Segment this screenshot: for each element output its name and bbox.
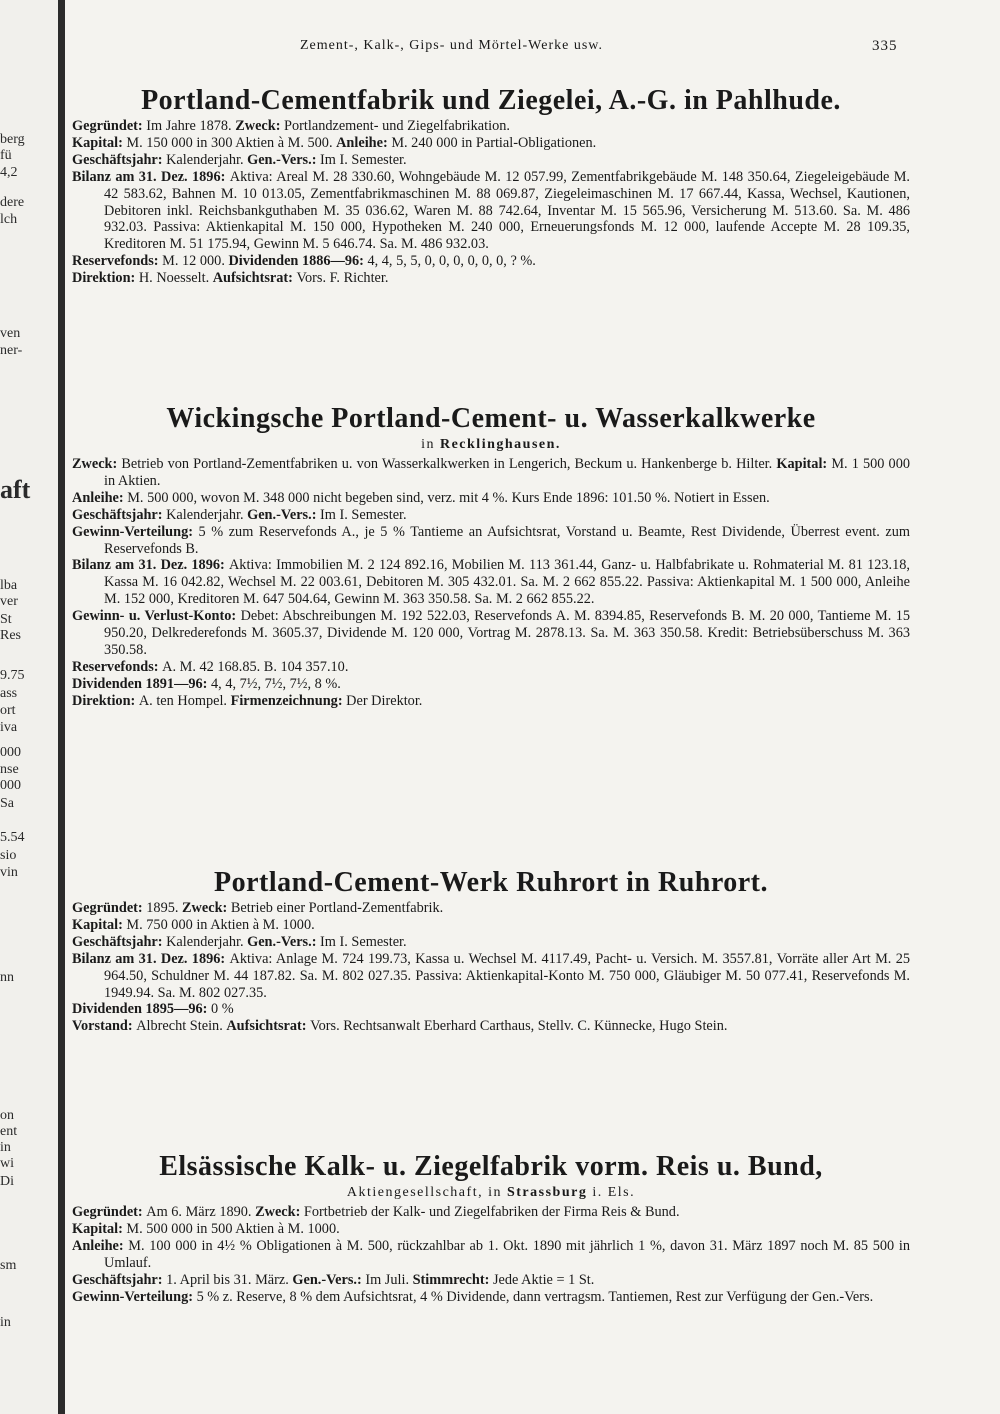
field-text: Vors. F. Richter. <box>296 270 389 287</box>
entry-paragraph <box>72 524 910 558</box>
field-text: M. 500 000 in 500 Aktien à M. 1000. <box>126 1220 340 1237</box>
field-text: Im I. Semester. <box>320 151 407 168</box>
entry-paragraph <box>72 608 910 659</box>
field-label: Gen.-Vers.: <box>292 1271 366 1288</box>
subtitle-prefix: in <box>421 437 440 452</box>
adjacent-page-fragment: in <box>0 1140 11 1155</box>
section-title: Portland-Cement-Werk Ruhrort in Ruhrort. <box>213 867 769 898</box>
adjacent-page-fragment: St <box>0 612 12 627</box>
field-text: Debet: Abschreibungen M. 192 522.03, Reservefonds A. M. 8394.85, Reservefonds B. M. 20 000, Tantieme M. 15 950.20, Delkrederefonds M. 3605.37, Dividende M. 120 000, Vortrag M. 2878.13. Sa. M. 363 350.58. Kredit: Betriebsüberschuss M. 363 350.58. <box>104 608 910 658</box>
field-label: Aufsichtsrat: <box>212 270 297 287</box>
adjacent-page-fragment: Di <box>0 1174 14 1189</box>
section-subtitle <box>72 436 910 454</box>
field-text: Im Juli. <box>365 1271 413 1288</box>
entry-paragraph <box>72 135 910 152</box>
adjacent-page-fragment: ner- <box>0 343 23 358</box>
field-text: A. ten Hompel. <box>138 692 231 709</box>
adjacent-page-fragment: lch <box>0 212 18 227</box>
adjacent-page-fragment: sm <box>0 1258 17 1273</box>
adjacent-page-fragment: nn <box>0 970 14 985</box>
field-label: Anleihe: <box>72 489 128 506</box>
entry-paragraph <box>72 270 910 287</box>
adjacent-page-fragment: 5.54 <box>0 830 25 845</box>
section-elsaessische <box>72 1150 910 1305</box>
adjacent-page-fragment: sio <box>0 848 17 863</box>
field-label: Zweck: <box>182 900 231 916</box>
section-title: Portland-Cementfabrik und Ziegelei, A.-G. in Pahlhude. <box>141 85 841 116</box>
entry-paragraph <box>72 934 910 951</box>
entry-paragraph <box>72 118 910 135</box>
field-text: 0 % <box>211 1001 234 1018</box>
field-label: Zweck: <box>235 118 285 134</box>
field-label: Gegründet: <box>72 1204 147 1220</box>
field-label: Gen.-Vers.: <box>247 933 321 950</box>
field-label: Kapital: <box>72 916 127 933</box>
entry-paragraph <box>72 253 910 270</box>
field-label: Bilanz am 31. Dez. 1896: <box>72 168 230 185</box>
field-label: Gen.-Vers.: <box>247 151 321 168</box>
field-text: Aktiva: Anlage M. 724 199.73, Kassa u. Wechsel M. 4117.49, Pacht- u. Versich. M. 3557.81, Vorräte aller Art M. 25 964.50, Schuldner M. 44 187.82. Sa. M. 802 027.35. Passiva: Aktienkapital-Konto M. 750 000, Gläubiger M. 50 077.41, Reservefonds M. 1949.94. Sa. M. 802 027.35. <box>104 950 910 1001</box>
field-text: Im I. Semester. <box>320 506 407 523</box>
section-wickingsche <box>72 402 910 710</box>
field-text: Jede Aktie = 1 St. <box>492 1271 595 1288</box>
adjacent-page-fragment: Res <box>0 628 21 643</box>
field-label: Gegründet: <box>72 900 147 916</box>
adjacent-page-fragment: Sa <box>0 796 14 811</box>
field-label: Direktion: <box>72 692 139 709</box>
adjacent-page-fragment: wi <box>0 1156 14 1171</box>
adjacent-page-fragment: fü <box>0 148 12 163</box>
field-text: A. M. 42 168.85. B. 104 357.10. <box>162 658 349 675</box>
field-label: Zweck: <box>255 1204 304 1220</box>
field-text: 5 % z. Reserve, 8 % dem Aufsichtsrat, 4 % Dividende, dann vertragsm. Tantiemen, Rest zur Verfügung der Gen.-Vers. <box>196 1288 874 1305</box>
field-label: Gewinn- u. Verlust-Konto: <box>72 608 241 625</box>
page-number: 335 <box>872 38 898 54</box>
field-label: Firmenzeichnung: <box>230 692 347 709</box>
field-text: Im I. Semester. <box>320 933 407 950</box>
field-label: Gegründet: <box>72 118 147 134</box>
field-label: Dividenden 1886—96: <box>228 253 368 270</box>
field-text: 5 % zum Reservefonds A., je 5 % Tantieme an Aufsichtsrat, Vorstand u. Beamte, Rest Dividende, Überrest event. zum Reservefonds B. <box>104 523 910 557</box>
entry-paragraph <box>72 900 910 917</box>
field-text: M. 240 000 in Partial-Obligationen. <box>391 134 597 151</box>
section-portland-pahlhude <box>72 84 910 287</box>
entry-paragraph <box>72 1001 910 1018</box>
adjacent-page-fragment: berg <box>0 132 25 147</box>
section-subtitle <box>72 1184 910 1202</box>
entry-paragraph <box>72 152 910 169</box>
adjacent-page-fragment: ent <box>0 1124 18 1139</box>
entry-paragraph <box>72 490 910 507</box>
field-label: Geschäftsjahr: <box>72 1271 167 1288</box>
field-text: 4, 4, 7½, 7½, 7½, 8 %. <box>211 675 341 692</box>
field-text: Der Direktor. <box>346 692 423 709</box>
field-text: M. 1 500 000 in Aktien. <box>104 456 910 489</box>
field-text: Albrecht Stein. <box>136 1018 227 1035</box>
adjacent-page-fragment: on <box>0 1108 14 1123</box>
section-body <box>72 900 910 1035</box>
field-label: Kapital: <box>72 134 127 151</box>
field-text: Aktiva: Areal M. 28 330.60, Wohngebäude M. 12 057.99, Zementfabrikgebäude M. 148 350.64, Ziegeleigebäude M. 42 583.62, Bahnen M. 10 013.05, Zementfabrikmaschinen M. 88 069.87, Ziegeleimaschinen M. 17 667.44, Kassa, Wechsel, Kautionen, Debitoren inkl. Reichsbankguthaben M. 35 036.62, Waren M. 88 742.64, Inventar M. 15 565.96, Versicherung M. 513.60. Sa. M. 486 932.03. Passiva: Aktienkapital M. 150 000, Hypotheken M. 240 000, Erneuerungsfonds M. 12 000, laufende Accepte M. 28 109.35, Kreditoren M. 51 175.94, Gewinn M. 5 646.74. Sa. M. 486 932.03. <box>104 168 911 253</box>
section-ruhrort <box>72 866 910 1035</box>
adjacent-page-fragment: ort <box>0 703 16 718</box>
section-body <box>72 1204 910 1305</box>
field-text: H. Noesselt. <box>138 270 213 287</box>
field-text: M. 500 000, wovon M. 348 000 nicht begeben sind, verz. mit 4 %. Kurs Ende 1896: 101.50 %. Notiert in Essen. <box>127 489 770 506</box>
field-label: Reservefonds: <box>72 253 163 270</box>
section-body <box>72 118 910 287</box>
adjacent-page-fragment: lba <box>0 578 18 593</box>
section-body <box>72 456 910 710</box>
field-text: Kalenderjahr. <box>166 506 248 523</box>
subtitle-suffix: i. Els. <box>587 1185 636 1200</box>
entry-paragraph <box>72 1018 910 1035</box>
adjacent-page-fragment: ass <box>0 686 18 701</box>
field-label: Gewinn-Verteilung: <box>72 523 199 540</box>
adjacent-page-fragment: 9.75 <box>0 668 25 683</box>
field-label: Gen.-Vers.: <box>247 506 321 523</box>
field-label: Geschäftsjahr: <box>72 506 167 523</box>
entry-paragraph <box>72 456 910 490</box>
field-text: Portlandzement- und Ziegelfabrikation. <box>284 118 510 134</box>
field-label: Reservefonds: <box>72 658 163 675</box>
section-title: Wickingsche Portland-Cement- u. Wasserkalkwerke <box>166 403 816 434</box>
field-text: Betrieb von Portland-Zementfabriken u. von Wasserkalkwerken in Lengerich, Beckum u. Hankenberge b. Hilter. <box>121 456 777 472</box>
entry-paragraph <box>72 917 910 934</box>
entry-paragraph <box>72 1272 910 1289</box>
field-label: Aufsichtsrat: <box>226 1018 311 1035</box>
field-label: Geschäftsjahr: <box>72 151 167 168</box>
field-label: Bilanz am 31. Dez. 1896: <box>72 950 230 967</box>
entry-paragraph <box>72 1289 910 1306</box>
entry-paragraph <box>72 676 910 693</box>
field-label: Dividenden 1895—96: <box>72 1001 212 1018</box>
adjacent-page-fragment: 4,2 <box>0 165 18 180</box>
adjacent-page-fragment: vin <box>0 865 18 880</box>
field-text: M. 150 000 in 300 Aktien à M. 500. <box>126 134 337 151</box>
left-margin-strip <box>0 0 58 1414</box>
adjacent-page-fragment: ven <box>0 326 21 341</box>
field-text: 1895. <box>146 900 183 916</box>
subtitle-place: Strassburg <box>506 1185 588 1200</box>
section-title: Elsässische Kalk- u. Ziegelfabrik vorm. Reis u. Bund, <box>159 1151 823 1182</box>
subtitle-place: Recklinghausen. <box>439 437 561 452</box>
entry-paragraph <box>72 659 910 676</box>
field-text: M. 100 000 in 4½ % Obligationen à M. 500, rückzahlbar ab 1. Okt. 1890 mit jährlich 1 %, davon 31. März 1897 noch M. 85 500 in Umlauf. <box>104 1237 910 1271</box>
field-label: Anleihe: <box>336 134 392 151</box>
field-label: Zweck: <box>72 456 122 472</box>
field-text: Kalenderjahr. <box>166 933 248 950</box>
entry-paragraph <box>72 557 910 608</box>
entry-paragraph <box>72 169 910 254</box>
field-label: Gewinn-Verteilung: <box>72 1288 197 1305</box>
field-text: 4, 4, 5, 5, 0, 0, 0, 0, 0, 0, ? %. <box>367 253 536 270</box>
adjacent-page-fragment: aft <box>0 475 31 504</box>
adjacent-page-fragment: ver <box>0 594 18 609</box>
field-label: Kapital: <box>72 1220 127 1237</box>
field-text: Vors. Rechtsanwalt Eberhard Carthaus, Stellv. C. Künnecke, Hugo Stein. <box>310 1018 728 1035</box>
field-text: M. 12 000. <box>162 253 229 270</box>
entry-paragraph <box>72 507 910 524</box>
field-text: 1. April bis 31. März. <box>166 1271 293 1288</box>
entry-paragraph <box>72 1238 910 1272</box>
adjacent-page-fragment: dere <box>0 195 25 210</box>
field-text: Am 6. März 1890. <box>146 1204 256 1220</box>
field-label: Direktion: <box>72 270 139 287</box>
adjacent-page-fragment: 000 <box>0 778 21 793</box>
adjacent-page-fragment: in <box>0 1315 11 1330</box>
running-header: Zement-, Kalk-, Gips- und Mörtel-Werke usw. <box>300 38 604 53</box>
entry-paragraph <box>72 1221 910 1238</box>
field-label: Dividenden 1891—96: <box>72 675 212 692</box>
field-label: Anleihe: <box>72 1237 129 1254</box>
field-text: Aktiva: Immobilien M. 2 124 892.16, Mobilien M. 113 361.44, Ganz- u. Halbfabrikate u. Rohmaterial M. 81 123.18, Kassa M. 16 042.82, Wechsel M. 22 003.61, Debitoren M. 305 432.01. Sa. M. 2 662 855.22. Passiva: Aktienkapital M. 1 500 000, Anleihe M. 152 000, Kreditoren M. 647 504.64, Gewinn M. 363 350.58. Sa. M. 2 662 855.22. <box>104 557 910 608</box>
field-label: Kapital: <box>776 456 832 472</box>
field-text: Fortbetrieb der Kalk- und Ziegelfabriken der Firma Reis & Bund. <box>303 1204 680 1220</box>
subtitle-prefix: Aktiengesellschaft, in <box>346 1185 507 1200</box>
field-text: Betrieb einer Portland-Zementfabrik. <box>230 900 444 916</box>
entry-paragraph <box>72 693 910 710</box>
adjacent-page-fragment: 000 <box>0 745 21 760</box>
adjacent-page-fragment: nse <box>0 762 19 777</box>
field-label: Bilanz am 31. Dez. 1896: <box>72 557 229 574</box>
field-text: Im Jahre 1878. <box>146 118 236 134</box>
field-text: Kalenderjahr. <box>166 151 248 168</box>
field-label: Stimmrecht: <box>412 1271 493 1288</box>
field-label: Vorstand: <box>72 1018 137 1035</box>
book-gutter <box>58 0 65 1414</box>
entry-paragraph <box>72 951 910 1002</box>
field-label: Geschäftsjahr: <box>72 933 167 950</box>
adjacent-page-fragment: iva <box>0 720 18 735</box>
entry-paragraph <box>72 1204 910 1221</box>
field-text: M. 750 000 in Aktien à M. 1000. <box>126 916 315 933</box>
